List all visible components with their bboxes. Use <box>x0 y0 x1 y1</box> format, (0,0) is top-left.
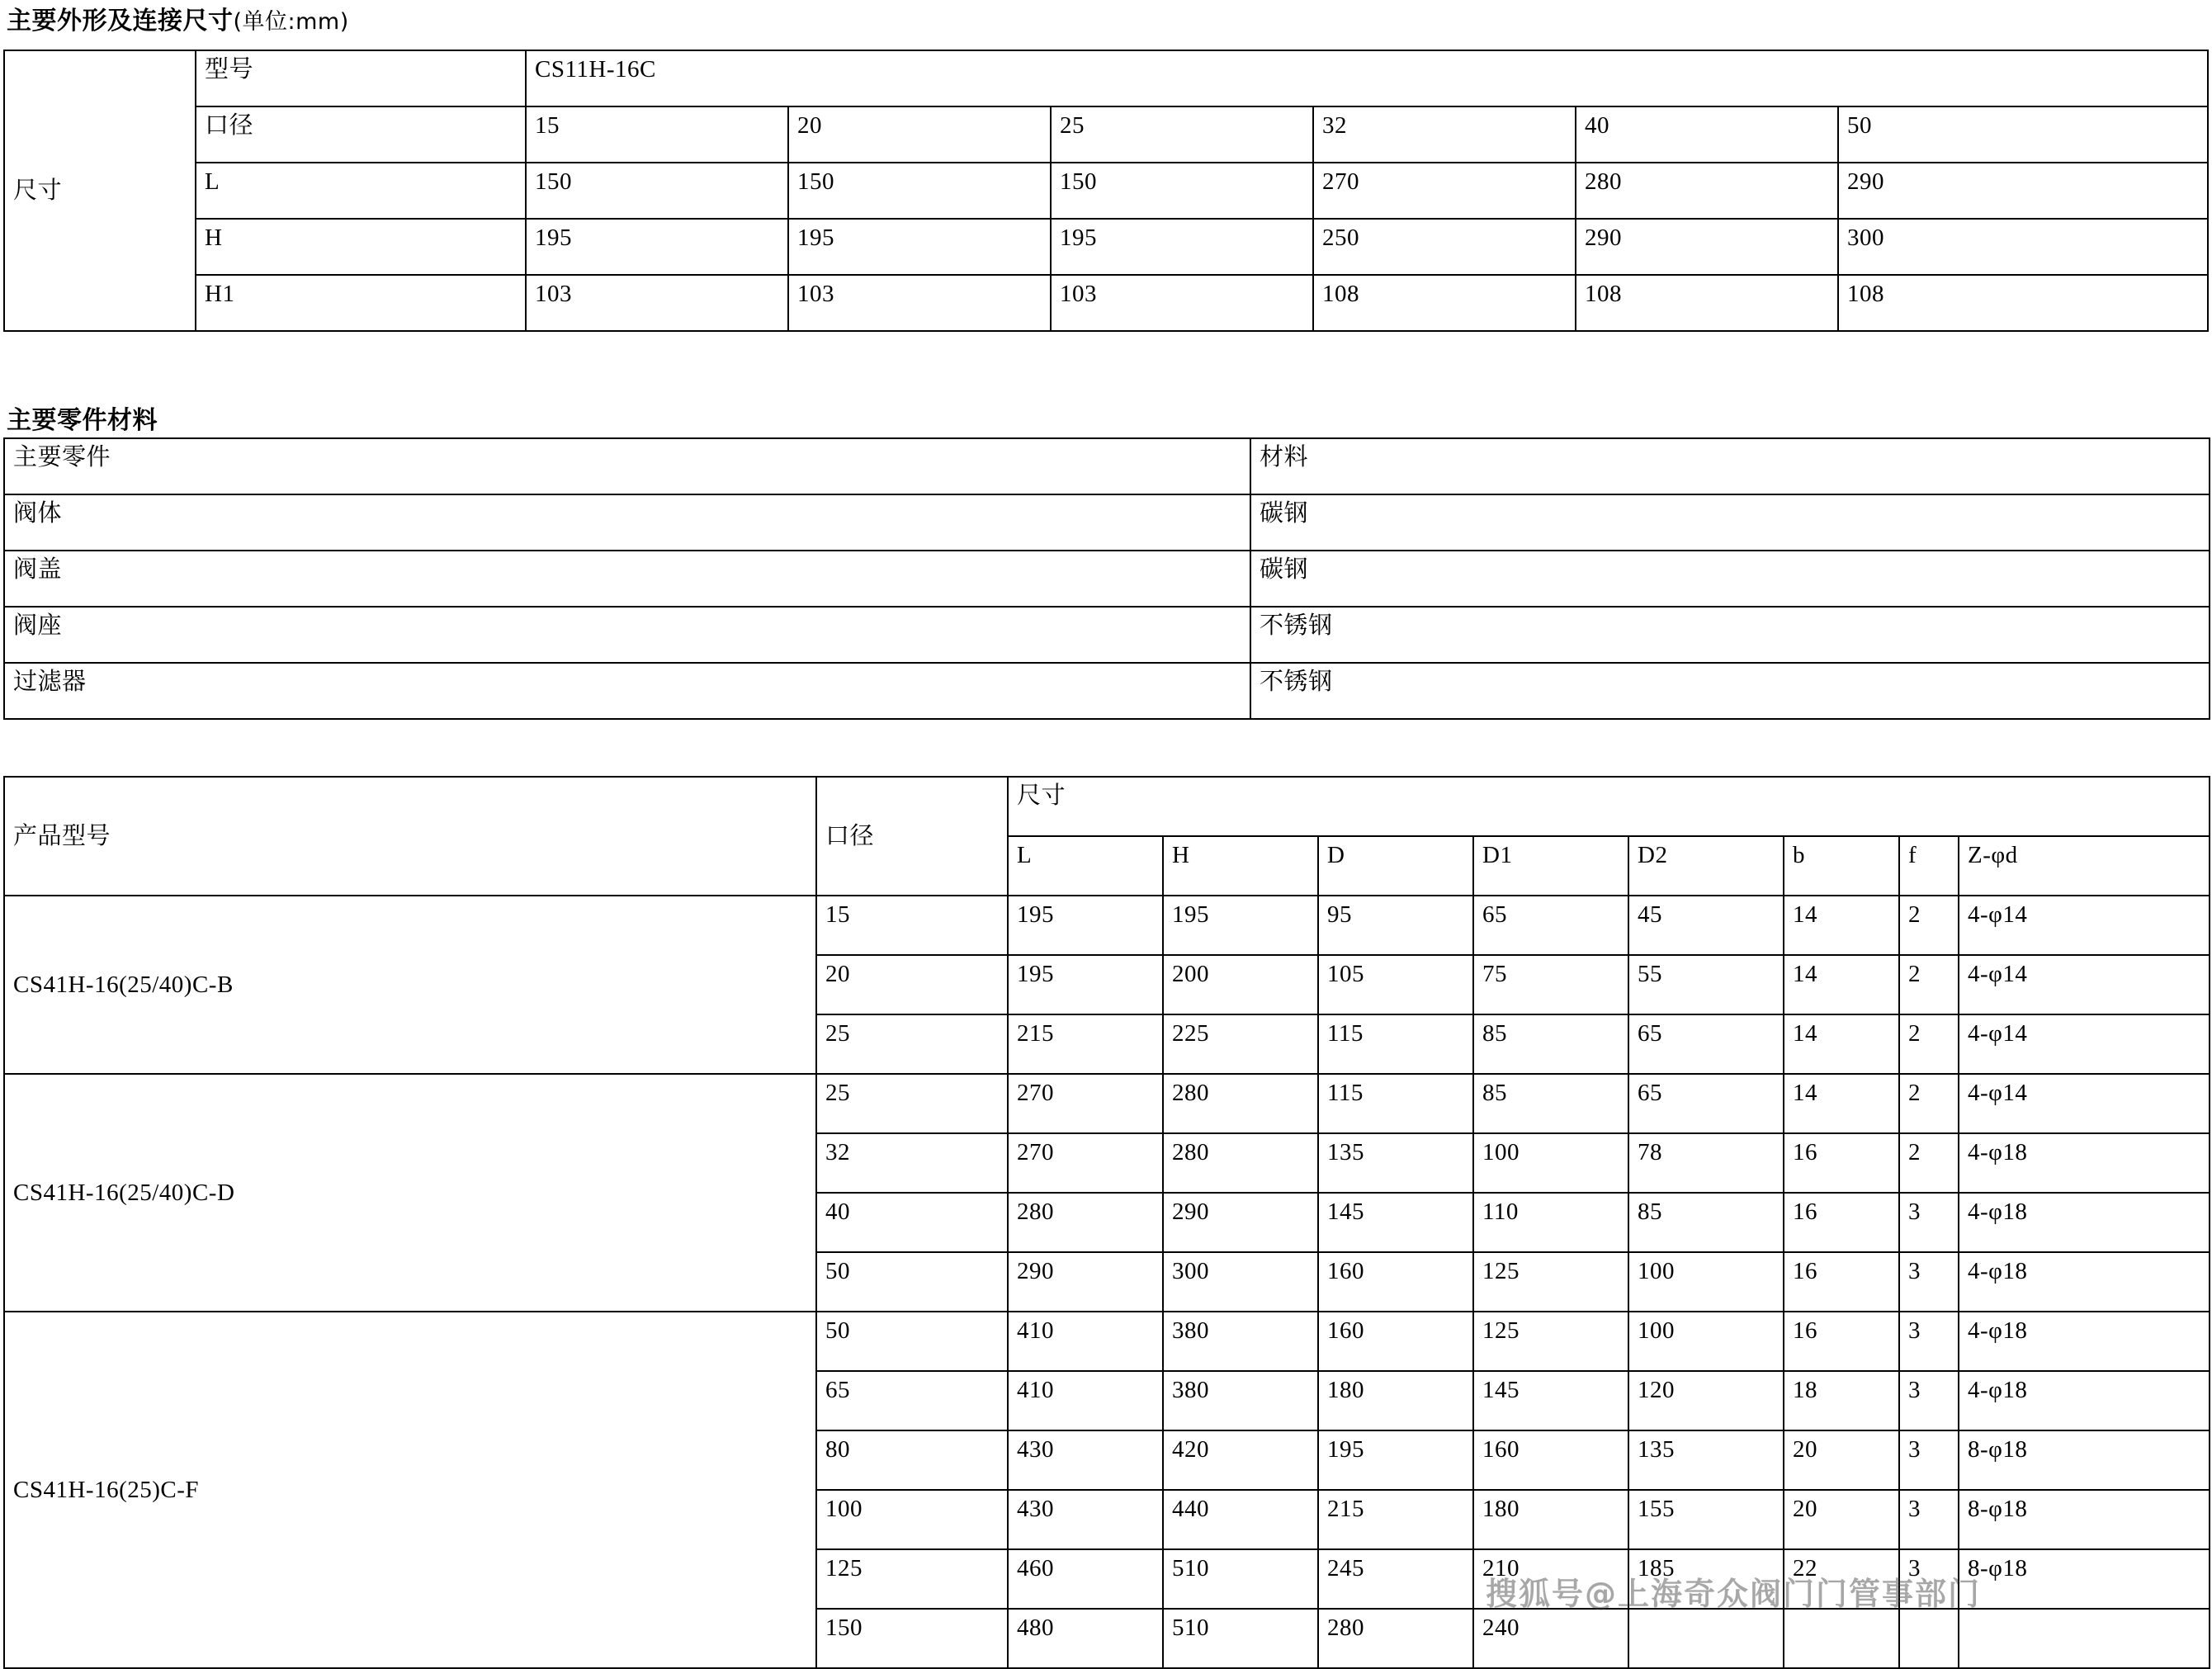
products-model-2: CS41H-16(25)C-F <box>4 1312 816 1668</box>
products-d1-1-2: 110 <box>1473 1193 1628 1252</box>
dimensions-h-5: 300 <box>1838 219 2208 275</box>
materials-part-3: 过滤器 <box>4 663 1250 719</box>
table-row <box>4 1074 2210 1133</box>
products-bore-1-3: 50 <box>816 1252 1008 1312</box>
products-zd-1-1: 4-φ18 <box>1959 1133 2210 1193</box>
products-l-2-0: 410 <box>1008 1312 1163 1371</box>
products-h-1-2: 290 <box>1163 1193 1318 1252</box>
materials-material-2: 不锈钢 <box>1250 607 2210 663</box>
products-d-0-2: 115 <box>1318 1014 1473 1074</box>
table-row <box>4 106 2208 163</box>
products-d-1-1: 135 <box>1318 1133 1473 1193</box>
products-header-col-f: f <box>1899 836 1959 896</box>
products-h-1-3: 300 <box>1163 1252 1318 1312</box>
products-b-0-1: 14 <box>1784 955 1899 1014</box>
products-d-2-3: 215 <box>1318 1490 1473 1549</box>
materials-part-0: 阀体 <box>4 494 1250 551</box>
products-zd-2-3: 8-φ18 <box>1959 1490 2210 1549</box>
products-h-2-5: 510 <box>1163 1609 1318 1668</box>
section-title-dimensions <box>3 0 349 36</box>
products-bore-1-1: 32 <box>816 1133 1008 1193</box>
products-zd-2-1: 4-φ18 <box>1959 1371 2210 1430</box>
materials-header-material: 材料 <box>1250 438 2210 494</box>
products-f-2-2: 3 <box>1899 1430 1959 1490</box>
dimensions-h-4: 290 <box>1576 219 1838 275</box>
products-d2-2-0: 100 <box>1628 1312 1784 1371</box>
products-b-2-2: 20 <box>1784 1430 1899 1490</box>
products-d1-2-4: 210 <box>1473 1549 1628 1609</box>
products-l-2-5: 480 <box>1008 1609 1163 1668</box>
products-h-1-0: 280 <box>1163 1074 1318 1133</box>
products-b-2-5 <box>1784 1609 1899 1668</box>
products-header-col-l: L <box>1008 836 1163 896</box>
products-f-2-3: 3 <box>1899 1490 1959 1549</box>
section-title-materials-text: 主要零件材料 <box>7 406 158 435</box>
table-main-dimensions <box>3 50 2209 332</box>
products-b-2-3: 20 <box>1784 1490 1899 1549</box>
materials-material-3: 不锈钢 <box>1250 663 2210 719</box>
products-bore-0-1: 20 <box>816 955 1008 1014</box>
products-bore-2-2: 80 <box>816 1430 1008 1490</box>
products-d2-1-3: 100 <box>1628 1252 1784 1312</box>
products-bore-2-5: 150 <box>816 1609 1008 1668</box>
dimensions-bore-0: 15 <box>526 106 788 163</box>
products-zd-2-4: 8-φ18 <box>1959 1549 2210 1609</box>
table-header-row <box>4 777 2210 836</box>
dimensions-h-3: 250 <box>1313 219 1576 275</box>
products-bore-0-0: 15 <box>816 896 1008 955</box>
products-b-1-2: 16 <box>1784 1193 1899 1252</box>
materials-header-part: 主要零件 <box>4 438 1250 494</box>
products-d2-2-1: 120 <box>1628 1371 1784 1430</box>
dimensions-l-0: 150 <box>526 163 788 219</box>
products-header-col-b: b <box>1784 836 1899 896</box>
products-f-0-1: 2 <box>1899 955 1959 1014</box>
products-f-2-5 <box>1899 1609 1959 1668</box>
table-row <box>4 494 2210 551</box>
products-bore-2-3: 100 <box>816 1490 1008 1549</box>
products-d-0-1: 105 <box>1318 955 1473 1014</box>
products-header-dims-group: 尺寸 <box>1008 777 2210 836</box>
products-d1-0-1: 75 <box>1473 955 1628 1014</box>
products-f-0-2: 2 <box>1899 1014 1959 1074</box>
materials-material-0: 碳钢 <box>1250 494 2210 551</box>
products-d2-2-4: 185 <box>1628 1549 1784 1609</box>
products-b-0-0: 14 <box>1784 896 1899 955</box>
products-d2-0-1: 55 <box>1628 955 1784 1014</box>
products-l-0-1: 195 <box>1008 955 1163 1014</box>
dimensions-bore-3: 32 <box>1313 106 1576 163</box>
products-l-1-1: 270 <box>1008 1133 1163 1193</box>
section-title-dimensions-text: 主要外形及连接尺寸 <box>7 7 234 35</box>
dimensions-row-label: 尺寸 <box>4 50 196 331</box>
products-h-0-2: 225 <box>1163 1014 1318 1074</box>
products-d2-2-3: 155 <box>1628 1490 1784 1549</box>
products-h-2-1: 380 <box>1163 1371 1318 1430</box>
dimensions-label-bore: 口径 <box>196 106 526 163</box>
table-row <box>4 607 2210 663</box>
products-d1-1-3: 125 <box>1473 1252 1628 1312</box>
materials-material-1: 碳钢 <box>1250 551 2210 607</box>
materials-part-1: 阀盖 <box>4 551 1250 607</box>
dimensions-label-model: 型号 <box>196 50 526 106</box>
dimensions-h-2: 195 <box>1051 219 1313 275</box>
products-l-2-4: 460 <box>1008 1549 1163 1609</box>
products-zd-2-2: 8-φ18 <box>1959 1430 2210 1490</box>
products-zd-2-5 <box>1959 1609 2210 1668</box>
dimensions-bore-5: 50 <box>1838 106 2208 163</box>
products-h-2-3: 440 <box>1163 1490 1318 1549</box>
table-row <box>4 551 2210 607</box>
products-d-2-2: 195 <box>1318 1430 1473 1490</box>
products-b-2-1: 18 <box>1784 1371 1899 1430</box>
dimensions-h1-5: 108 <box>1838 275 2208 331</box>
products-f-2-0: 3 <box>1899 1312 1959 1371</box>
products-d1-2-0: 125 <box>1473 1312 1628 1371</box>
dimensions-bore-4: 40 <box>1576 106 1838 163</box>
products-f-1-0: 2 <box>1899 1074 1959 1133</box>
products-d-0-0: 95 <box>1318 896 1473 955</box>
products-bore-2-0: 50 <box>816 1312 1008 1371</box>
table-row <box>4 275 2208 331</box>
products-f-1-3: 3 <box>1899 1252 1959 1312</box>
products-h-2-0: 380 <box>1163 1312 1318 1371</box>
products-h-1-1: 280 <box>1163 1133 1318 1193</box>
dimensions-l-4: 280 <box>1576 163 1838 219</box>
materials-part-2: 阀座 <box>4 607 1250 663</box>
dimensions-l-1: 150 <box>788 163 1051 219</box>
products-l-0-2: 215 <box>1008 1014 1163 1074</box>
section-title-dimensions-unit: (单位:mm) <box>233 9 349 35</box>
products-zd-0-2: 4-φ14 <box>1959 1014 2210 1074</box>
products-header-col-d2: D2 <box>1628 836 1784 896</box>
products-d-1-2: 145 <box>1318 1193 1473 1252</box>
products-l-2-2: 430 <box>1008 1430 1163 1490</box>
dimensions-label-h1: H1 <box>196 275 526 331</box>
dimensions-l-5: 290 <box>1838 163 2208 219</box>
products-d2-2-5 <box>1628 1609 1784 1668</box>
dimensions-h1-0: 103 <box>526 275 788 331</box>
products-zd-1-2: 4-φ18 <box>1959 1193 2210 1252</box>
products-bore-0-2: 25 <box>816 1014 1008 1074</box>
products-d2-1-2: 85 <box>1628 1193 1784 1252</box>
dimensions-l-3: 270 <box>1313 163 1576 219</box>
products-d1-2-5: 240 <box>1473 1609 1628 1668</box>
products-d-1-0: 115 <box>1318 1074 1473 1133</box>
dimensions-bore-1: 20 <box>788 106 1051 163</box>
products-l-2-1: 410 <box>1008 1371 1163 1430</box>
table-row <box>4 1312 2210 1371</box>
products-d1-1-1: 100 <box>1473 1133 1628 1193</box>
products-d-2-1: 180 <box>1318 1371 1473 1430</box>
products-zd-2-0: 4-φ18 <box>1959 1312 2210 1371</box>
watermark-text: 搜狐号@上海奇众阀门门管事部门 <box>1486 1576 1982 1612</box>
products-bore-2-4: 125 <box>816 1549 1008 1609</box>
dimensions-h1-2: 103 <box>1051 275 1313 331</box>
products-l-0-0: 195 <box>1008 896 1163 955</box>
table-product-models <box>3 776 2210 1669</box>
table-main-part-materials <box>3 437 2210 720</box>
products-d2-0-2: 65 <box>1628 1014 1784 1074</box>
products-d1-0-0: 65 <box>1473 896 1628 955</box>
products-f-0-0: 2 <box>1899 896 1959 955</box>
products-l-1-0: 270 <box>1008 1074 1163 1133</box>
products-bore-1-2: 40 <box>816 1193 1008 1252</box>
products-l-1-2: 280 <box>1008 1193 1163 1252</box>
products-d1-2-1: 145 <box>1473 1371 1628 1430</box>
products-b-0-2: 14 <box>1784 1014 1899 1074</box>
dimensions-label-l: L <box>196 163 526 219</box>
table-row <box>4 896 2210 955</box>
products-d2-1-0: 65 <box>1628 1074 1784 1133</box>
dimensions-h-1: 195 <box>788 219 1051 275</box>
products-b-1-0: 14 <box>1784 1074 1899 1133</box>
products-f-1-1: 2 <box>1899 1133 1959 1193</box>
section-title-materials <box>3 400 158 436</box>
products-zd-0-1: 4-φ14 <box>1959 955 2210 1014</box>
products-l-1-3: 290 <box>1008 1252 1163 1312</box>
dimensions-h1-4: 108 <box>1576 275 1838 331</box>
dimensions-value-model: CS11H-16C <box>526 50 2208 106</box>
dimensions-h1-1: 103 <box>788 275 1051 331</box>
dimensions-bore-2: 25 <box>1051 106 1313 163</box>
products-h-0-1: 200 <box>1163 955 1318 1014</box>
products-f-1-2: 3 <box>1899 1193 1959 1252</box>
products-d2-1-1: 78 <box>1628 1133 1784 1193</box>
table-row <box>4 663 2210 719</box>
products-zd-0-0: 4-φ14 <box>1959 896 2210 955</box>
products-d1-2-3: 180 <box>1473 1490 1628 1549</box>
dimensions-h1-3: 108 <box>1313 275 1576 331</box>
dimensions-label-h: H <box>196 219 526 275</box>
products-h-2-2: 420 <box>1163 1430 1318 1490</box>
products-zd-1-3: 4-φ18 <box>1959 1252 2210 1312</box>
dimensions-h-0: 195 <box>526 219 788 275</box>
products-d1-1-0: 85 <box>1473 1074 1628 1133</box>
products-zd-1-0: 4-φ14 <box>1959 1074 2210 1133</box>
dimensions-l-2: 150 <box>1051 163 1313 219</box>
table-row <box>4 163 2208 219</box>
products-d1-2-2: 160 <box>1473 1430 1628 1490</box>
products-d2-2-2: 135 <box>1628 1430 1784 1490</box>
products-b-1-3: 16 <box>1784 1252 1899 1312</box>
products-d1-0-2: 85 <box>1473 1014 1628 1074</box>
products-f-2-1: 3 <box>1899 1371 1959 1430</box>
products-header-col-h: H <box>1163 836 1318 896</box>
products-model-0: CS41H-16(25/40)C-B <box>4 896 816 1074</box>
products-bore-1-0: 25 <box>816 1074 1008 1133</box>
products-header-model: 产品型号 <box>4 777 816 896</box>
products-h-0-0: 195 <box>1163 896 1318 955</box>
products-b-2-4: 22 <box>1784 1549 1899 1609</box>
products-header-col-d1: D1 <box>1473 836 1628 896</box>
products-f-2-4: 3 <box>1899 1549 1959 1609</box>
products-d-2-0: 160 <box>1318 1312 1473 1371</box>
products-d-2-4: 245 <box>1318 1549 1473 1609</box>
table-row <box>4 50 2208 106</box>
products-d2-0-0: 45 <box>1628 896 1784 955</box>
products-header-col-zd: Z-φd <box>1959 836 2210 896</box>
products-bore-2-1: 65 <box>816 1371 1008 1430</box>
products-d-1-3: 160 <box>1318 1252 1473 1312</box>
products-b-2-0: 16 <box>1784 1312 1899 1371</box>
products-header-col-d: D <box>1318 836 1473 896</box>
products-header-bore: 口径 <box>816 777 1008 896</box>
table-header-row <box>4 438 2210 494</box>
table-row <box>4 219 2208 275</box>
products-b-1-1: 16 <box>1784 1133 1899 1193</box>
products-h-2-4: 510 <box>1163 1549 1318 1609</box>
products-l-2-3: 430 <box>1008 1490 1163 1549</box>
products-d-2-5: 280 <box>1318 1609 1473 1668</box>
products-model-1: CS41H-16(25/40)C-D <box>4 1074 816 1312</box>
